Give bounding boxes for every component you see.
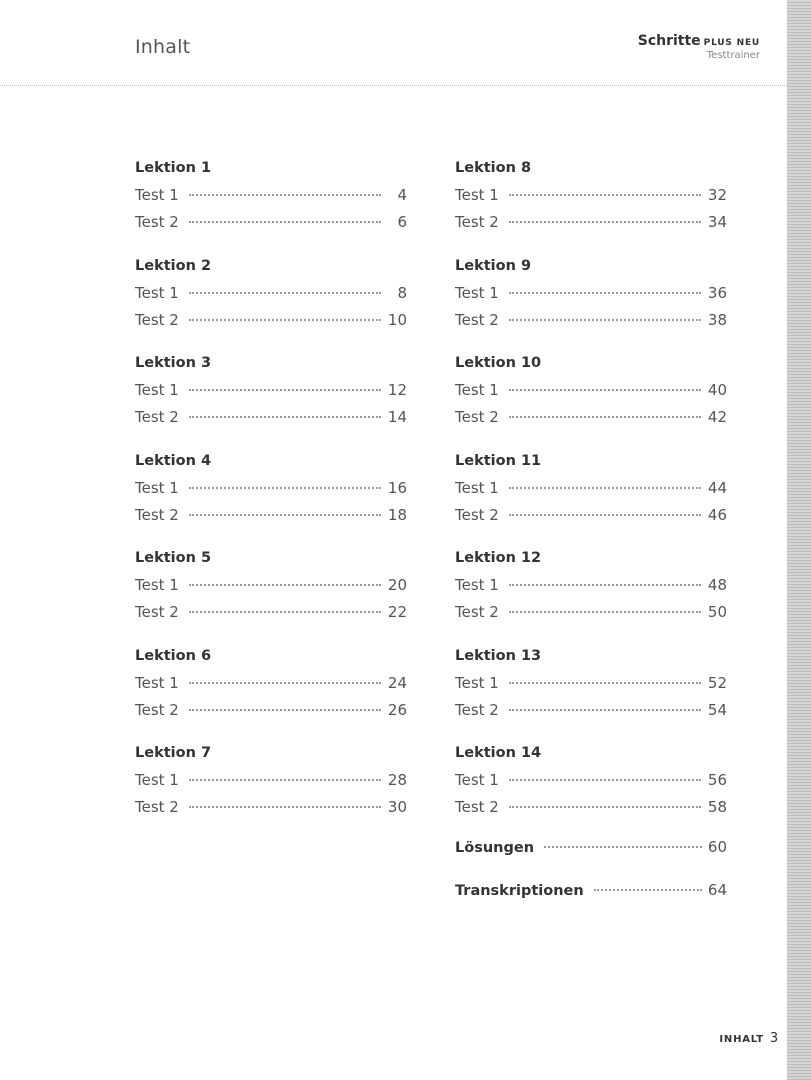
dot-leader — [594, 879, 702, 891]
dot-leader — [189, 796, 381, 808]
dot-leader — [509, 379, 701, 391]
toc-section — [135, 254, 407, 352]
toc-entry[interactable] — [455, 281, 727, 308]
toc-entry-solutions[interactable] — [455, 838, 727, 881]
entry-label: Test 2 — [455, 798, 499, 816]
toc-entry[interactable] — [135, 405, 407, 432]
entry-label: Test 2 — [455, 213, 499, 231]
entry-label: Test 2 — [135, 408, 179, 426]
dot-leader — [189, 769, 381, 781]
toc-entry[interactable] — [455, 573, 727, 600]
dot-leader — [509, 282, 701, 294]
entry-label: Test 1 — [135, 381, 179, 399]
page-title: Inhalt — [135, 36, 191, 58]
dot-leader — [189, 504, 381, 516]
toc-entry[interactable] — [135, 573, 407, 600]
entry-page: 30 — [387, 798, 407, 816]
lesson-title: Lektion 11 — [455, 452, 542, 469]
entry-label: Test 1 — [135, 673, 179, 692]
entry-label: Test 2 — [455, 310, 499, 329]
entry-page: 18 — [387, 505, 407, 524]
dot-leader — [509, 769, 701, 781]
entry-label: Test 1 — [455, 673, 499, 692]
toc-entry[interactable] — [455, 671, 727, 698]
lesson-title: Lektion 3 — [135, 355, 212, 371]
entry-label: Test 1 — [455, 186, 499, 204]
entry-page: 12 — [387, 381, 407, 399]
toc-entry[interactable] — [135, 503, 407, 530]
dot-leader — [544, 836, 702, 848]
toc-entry[interactable] — [135, 308, 407, 335]
toc-entry-transcriptions[interactable] — [455, 881, 727, 924]
page-number: 3 — [769, 1031, 779, 1046]
toc-entry[interactable] — [135, 768, 407, 795]
entry-page: 50 — [707, 603, 727, 621]
entry-label: Transkriptionen — [455, 883, 584, 899]
toc-entry[interactable] — [455, 698, 727, 725]
toc-section — [455, 156, 727, 254]
entry-page: 8 — [397, 283, 407, 302]
toc-entry[interactable] — [135, 378, 407, 405]
toc-entry[interactable] — [135, 600, 407, 627]
entry-page: 52 — [707, 673, 727, 692]
entry-page: 38 — [707, 310, 727, 329]
entry-page: 48 — [707, 576, 727, 594]
lesson-title: Lektion 8 — [455, 160, 532, 176]
dot-leader — [509, 477, 701, 489]
lesson-title: Lektion 5 — [135, 550, 212, 566]
entry-label: Test 2 — [455, 408, 499, 426]
toc-section — [455, 741, 727, 839]
toc-entry[interactable] — [455, 600, 727, 627]
brand-subtitle: PLUS NEU — [703, 38, 760, 48]
toc-entry[interactable] — [455, 183, 727, 210]
toc-entry[interactable] — [135, 476, 407, 503]
entry-label: Test 1 — [455, 283, 499, 302]
entry-label: Test 2 — [135, 603, 179, 621]
dot-leader — [509, 601, 701, 613]
dot-leader — [189, 309, 381, 321]
toc-entry[interactable] — [455, 210, 727, 237]
entry-label: Test 1 — [455, 771, 499, 789]
entry-page: 64 — [707, 881, 727, 899]
toc-entry[interactable] — [135, 281, 407, 308]
entry-page: 24 — [387, 673, 407, 692]
toc-entry[interactable] — [455, 405, 727, 432]
entry-page: 36 — [707, 283, 727, 302]
dot-leader — [509, 309, 701, 321]
dot-leader — [189, 601, 381, 613]
dot-leader — [189, 379, 381, 391]
entry-page: 56 — [707, 771, 727, 789]
toc-entry[interactable] — [455, 308, 727, 335]
toc-entry[interactable] — [135, 671, 407, 698]
entry-label: Test 1 — [135, 576, 179, 594]
dot-leader — [509, 574, 701, 586]
entry-page: 6 — [397, 213, 407, 231]
dot-leader — [509, 504, 701, 516]
lesson-title: Lektion 14 — [455, 745, 542, 761]
dot-leader — [189, 184, 381, 196]
entry-label: Test 2 — [455, 603, 499, 621]
toc-entry[interactable] — [455, 768, 727, 795]
entry-label: Test 1 — [135, 283, 179, 302]
lesson-title: Lektion 6 — [135, 647, 212, 664]
entry-label: Test 1 — [455, 478, 499, 497]
toc-section — [135, 644, 407, 742]
entry-label: Test 1 — [455, 381, 499, 399]
dot-leader — [509, 406, 701, 418]
entry-label: Test 1 — [135, 186, 179, 204]
entry-page: 54 — [707, 700, 727, 719]
brand-tagline: Testtrainer — [706, 50, 760, 61]
toc-section — [455, 546, 727, 644]
toc-section — [135, 546, 407, 644]
entry-page: 40 — [707, 381, 727, 399]
dot-leader — [189, 477, 381, 489]
footer-section: INHALT — [719, 1034, 764, 1045]
entry-page: 22 — [387, 603, 407, 621]
entry-label: Test 1 — [135, 771, 179, 789]
toc-entry[interactable] — [135, 795, 407, 822]
toc-entry[interactable] — [135, 698, 407, 725]
toc-section — [135, 449, 407, 547]
entry-page: 26 — [387, 700, 407, 719]
page-footer — [719, 1031, 779, 1046]
toc-entry[interactable] — [455, 476, 727, 503]
entry-label: Test 1 — [455, 576, 499, 594]
entry-page: 42 — [707, 408, 727, 426]
dot-leader — [509, 699, 701, 711]
toc-section — [135, 741, 407, 839]
toc-extras — [455, 838, 727, 924]
toc-section — [455, 644, 727, 742]
lesson-title: Lektion 1 — [135, 160, 212, 176]
page-header — [0, 0, 787, 86]
lesson-title: Lektion 2 — [135, 257, 212, 274]
toc-entry[interactable] — [135, 183, 407, 210]
toc-column-right — [455, 156, 727, 839]
dot-leader — [189, 574, 381, 586]
dot-leader — [509, 672, 701, 684]
entry-page: 32 — [707, 186, 727, 204]
toc-section — [455, 449, 727, 547]
lesson-title: Lektion 13 — [455, 647, 542, 664]
toc-section — [455, 351, 727, 449]
entry-label: Test 2 — [135, 310, 179, 329]
entry-page: 16 — [387, 478, 407, 497]
toc-section — [455, 254, 727, 352]
dot-leader — [509, 211, 701, 223]
toc-entry[interactable] — [135, 210, 407, 237]
lesson-title: Lektion 10 — [455, 355, 542, 371]
entry-page: 44 — [707, 478, 727, 497]
entry-label: Test 2 — [135, 700, 179, 719]
entry-page: 34 — [707, 213, 727, 231]
dot-leader — [509, 796, 701, 808]
entry-page: 10 — [387, 310, 407, 329]
toc-entry[interactable] — [455, 503, 727, 530]
entry-page: 20 — [387, 576, 407, 594]
dot-leader — [189, 282, 381, 294]
lesson-title: Lektion 12 — [455, 550, 542, 566]
entry-label: Test 1 — [135, 478, 179, 497]
brand-name: Schritte — [637, 33, 701, 49]
entry-page: 4 — [397, 186, 407, 204]
entry-label: Test 2 — [455, 700, 499, 719]
entry-label: Lösungen — [455, 840, 535, 856]
entry-label: Test 2 — [135, 213, 179, 231]
entry-page: 58 — [707, 798, 727, 816]
brand-logo — [638, 30, 760, 61]
entry-page: 28 — [387, 771, 407, 789]
edge-stripe — [787, 0, 811, 1080]
dot-leader — [189, 699, 381, 711]
entry-label: Test 2 — [135, 505, 179, 524]
entry-page: 46 — [707, 505, 727, 524]
entry-page: 60 — [707, 838, 727, 856]
toc-section — [135, 156, 407, 254]
dot-leader — [189, 406, 381, 418]
lesson-title: Lektion 7 — [135, 745, 212, 761]
entry-label: Test 2 — [455, 505, 499, 524]
entry-label: Test 2 — [135, 798, 179, 816]
dot-leader — [189, 672, 381, 684]
lesson-title: Lektion 4 — [135, 452, 212, 469]
lesson-title: Lektion 9 — [455, 257, 532, 274]
entry-page: 14 — [387, 408, 407, 426]
dot-leader — [509, 184, 701, 196]
toc-entry[interactable] — [455, 795, 727, 822]
dot-leader — [189, 211, 381, 223]
toc-column-left — [135, 156, 407, 839]
toc-section — [135, 351, 407, 449]
toc-entry[interactable] — [455, 378, 727, 405]
